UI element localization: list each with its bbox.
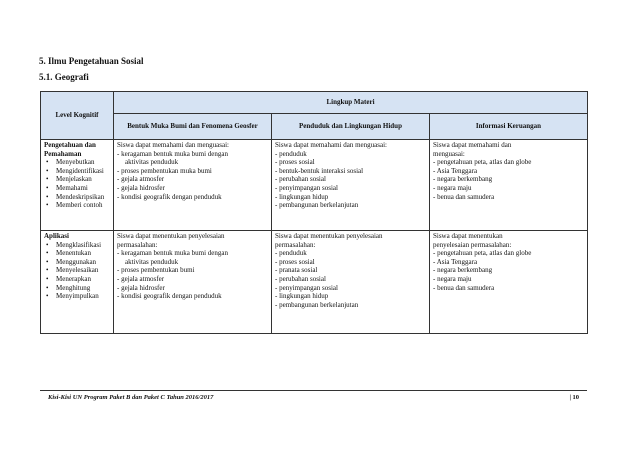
header-informasi-keruangan: Informasi Keruangan — [430, 114, 588, 140]
cell-line: - Asia Tenggara — [433, 257, 478, 266]
cell-line: - pembangunan berkelanjutan — [275, 300, 359, 309]
list-item: • Mengidentifikasi — [44, 167, 110, 176]
list-item: • Menyebutkan — [44, 158, 110, 167]
list-item: • Menyimpulkan — [44, 292, 110, 301]
cell-line: Siswa dapat memahami dan — [433, 141, 512, 149]
cell-line: - gejala hidrosfer — [117, 283, 165, 292]
list-item: • Mengklasifikasi — [44, 241, 110, 250]
cell-line: - lingkungan hidup — [275, 292, 329, 301]
subsection-heading: 5.1. Geografi — [39, 72, 89, 82]
kognitif-cell — [41, 231, 114, 334]
cell-line: - gejala atmosfer — [117, 175, 165, 184]
cell-line: Siswa dapat menentukan penyelesaian — [117, 232, 225, 240]
cell-line: - gejala hidrosfer — [117, 183, 165, 192]
penduduk-cell — [272, 231, 430, 334]
table-row — [41, 140, 588, 231]
cell-line: - pranata sosial — [275, 266, 318, 275]
cell-line: - perubahan sosial — [275, 175, 326, 184]
list-item: • Menjelaskan — [44, 175, 110, 184]
list-item: • Memahami — [44, 184, 110, 193]
cell-line: - benua dan samudera — [433, 283, 495, 292]
cell-line: - penduduk — [275, 249, 307, 258]
kognitif-list — [44, 158, 110, 210]
cell-line: - proses sosial — [275, 158, 315, 167]
cell-line: - keragaman bentuk muka bumi dengan — [117, 249, 228, 258]
cell-line: - Asia Tenggara — [433, 166, 478, 175]
page-number: | 10 — [569, 394, 579, 401]
cell-line: - bentuk-bentuk interaksi sosial — [275, 166, 364, 175]
cell-line: - pengetahuan peta, atlas dan globe — [433, 158, 532, 167]
informasi-cell — [430, 231, 588, 334]
cell-line: - benua dan samudera — [433, 192, 495, 201]
header-bentuk-muka-bumi: Bentuk Muka Bumi dan Fenomena Geosfer — [114, 114, 272, 140]
list-item: • Menghitung — [44, 284, 110, 293]
header-level-kognitif: Level Kognitif — [41, 92, 114, 140]
cell-line: - keragaman bentuk muka bumi dengan — [117, 149, 228, 158]
penduduk-cell — [272, 140, 430, 231]
cell-line: aktivitas penduduk — [125, 257, 179, 266]
cell-line: penyelesaian permasalahan: — [433, 240, 512, 249]
cell-line: - penduduk — [275, 149, 307, 158]
cell-line: - pengetahuan peta, atlas dan globe — [433, 249, 532, 258]
list-item: • Menerapkan — [44, 275, 110, 284]
cell-line: Siswa dapat memahami dan menguasai: — [275, 141, 387, 149]
cell-line: - negara berkembang — [433, 175, 493, 184]
informasi-cell — [430, 140, 588, 231]
kognitif-cell — [41, 140, 114, 231]
header-penduduk: Penduduk dan Lingkungan Hidup — [272, 114, 430, 140]
bentuk-cell — [114, 140, 272, 231]
cell-line: aktivitas penduduk — [125, 158, 179, 167]
cell-line: - perubahan sosial — [275, 274, 326, 283]
bentuk-cell — [114, 231, 272, 334]
kognitif-title: Pengetahuan dan Pemahaman — [44, 141, 96, 158]
kisi-kisi-table — [40, 91, 588, 334]
cell-line: permasalahan: — [275, 240, 316, 249]
cell-line: - negara maju — [433, 274, 472, 283]
cell-line: - negara berkembang — [433, 266, 493, 275]
kognitif-title: Aplikasi — [44, 232, 69, 240]
page-footer — [40, 390, 587, 403]
cell-line: - kondisi geografik dengan penduduk — [117, 192, 222, 201]
cell-line: Siswa dapat memahami dan menguasai: — [117, 141, 229, 149]
cell-line: - gejala atmosfer — [117, 274, 165, 283]
cell-line: - lingkungan hidup — [275, 192, 329, 201]
footer-title: Kisi-Kisi UN Program Paket B dan Paket C Tahun 2016/2017 — [48, 394, 214, 401]
cell-line: - negara maju — [433, 183, 472, 192]
cell-line: - penyimpangan sosial — [275, 283, 338, 292]
cell-line: - proses sosial — [275, 257, 315, 266]
cell-line: Siswa dapat menentukan penyelesaian — [275, 232, 383, 240]
list-item: • Menggunakan — [44, 258, 110, 267]
section-heading: 5. Ilmu Pengetahuan Sosial — [39, 56, 144, 66]
cell-line: - penyimpangan sosial — [275, 183, 338, 192]
cell-line: - proses pembentukan muka bumi — [117, 166, 212, 175]
list-item: • Menyelesaikan — [44, 266, 110, 275]
cell-line: - pembangunan berkelanjutan — [275, 201, 359, 210]
table-row — [41, 231, 588, 334]
cell-line: menguasai: — [433, 149, 465, 158]
list-item: • Menentukan — [44, 249, 110, 258]
list-item: • Memberi contoh — [44, 201, 110, 210]
kognitif-list — [44, 241, 110, 301]
list-item: • Mendeskripsikan — [44, 193, 110, 202]
cell-line: Siswa dapat menentukan — [433, 232, 503, 240]
header-lingkup-materi: Lingkup Materi — [114, 92, 588, 114]
cell-line: - kondisi geografik dengan penduduk — [117, 292, 222, 301]
cell-line: permasalahan: — [117, 240, 158, 249]
cell-line: - proses pembentukan bumi — [117, 266, 195, 275]
